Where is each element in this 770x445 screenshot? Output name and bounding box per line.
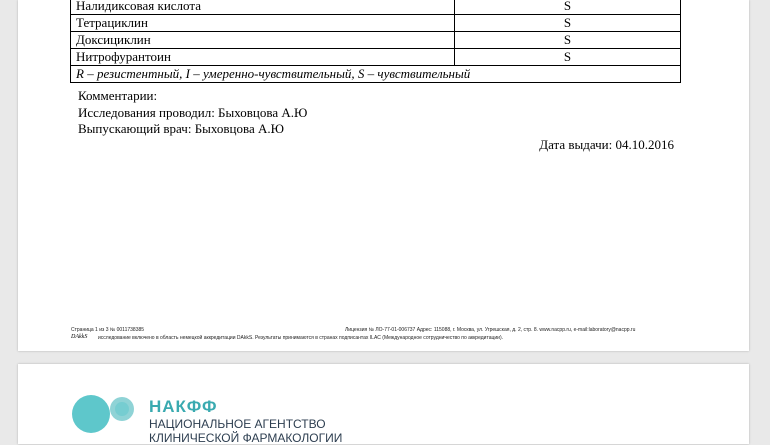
result-value: S	[455, 15, 681, 32]
brand-name: НАКФФ	[149, 397, 218, 416]
brand-subtitle-2: КЛИНИЧЕСКОЙ ФАРМАКОЛОГИИ	[149, 431, 343, 445]
report-page-1	[18, 0, 749, 351]
result-value: S	[455, 0, 681, 15]
doctor-line: Выпускающий врач: Быховцова А.Ю	[78, 121, 284, 136]
nakff-logo-icon	[72, 390, 140, 440]
result-value: S	[455, 32, 681, 49]
susceptibility-table	[70, 0, 681, 83]
antibiotic-name: Доксициклин	[71, 32, 455, 49]
antibiotic-name: Налидиксовая кислота	[71, 0, 455, 15]
table-row	[71, 49, 681, 66]
accreditation-mark: DAkkS	[71, 334, 88, 340]
comments-label: Комментарии:	[78, 88, 158, 103]
page-info: Страница 1 из 3 № 0011738385	[71, 327, 145, 333]
legend-row	[71, 66, 681, 83]
result-value: S	[455, 49, 681, 66]
legend-text: R – резистентный, I – умеренно-чувствительный, S – чувствительный	[71, 66, 681, 83]
brand-block	[149, 397, 342, 445]
brand-subtitle-1: НАЦИОНАЛЬНОЕ АГЕНТСТВО	[149, 417, 326, 431]
issue-date: Дата выдачи: 04.10.2016	[539, 137, 674, 152]
researcher-line: Исследования проводил: Быховцова А.Ю	[78, 105, 308, 120]
license-info: Лицензия № ЛО-77-01-006737 Адрес: 115088, г. Москва, ул. Угрешская, д. 2, стр. 8. www.nacpp.ru, e-mail:laboratory@nacpp.ru	[345, 327, 636, 333]
table-row	[71, 0, 681, 15]
antibiotic-name: Нитрофурантоин	[71, 49, 455, 66]
accreditation-text: исследование включено в область немецкой аккредитации DAkkS. Результаты принимаются в странах подписантах ILAC (Международное сотрудничество по аккредитации).	[98, 335, 503, 341]
antibiotic-name: Тетрациклин	[71, 15, 455, 32]
table-row	[71, 15, 681, 32]
report-page-2	[18, 364, 749, 444]
table-row	[71, 32, 681, 49]
